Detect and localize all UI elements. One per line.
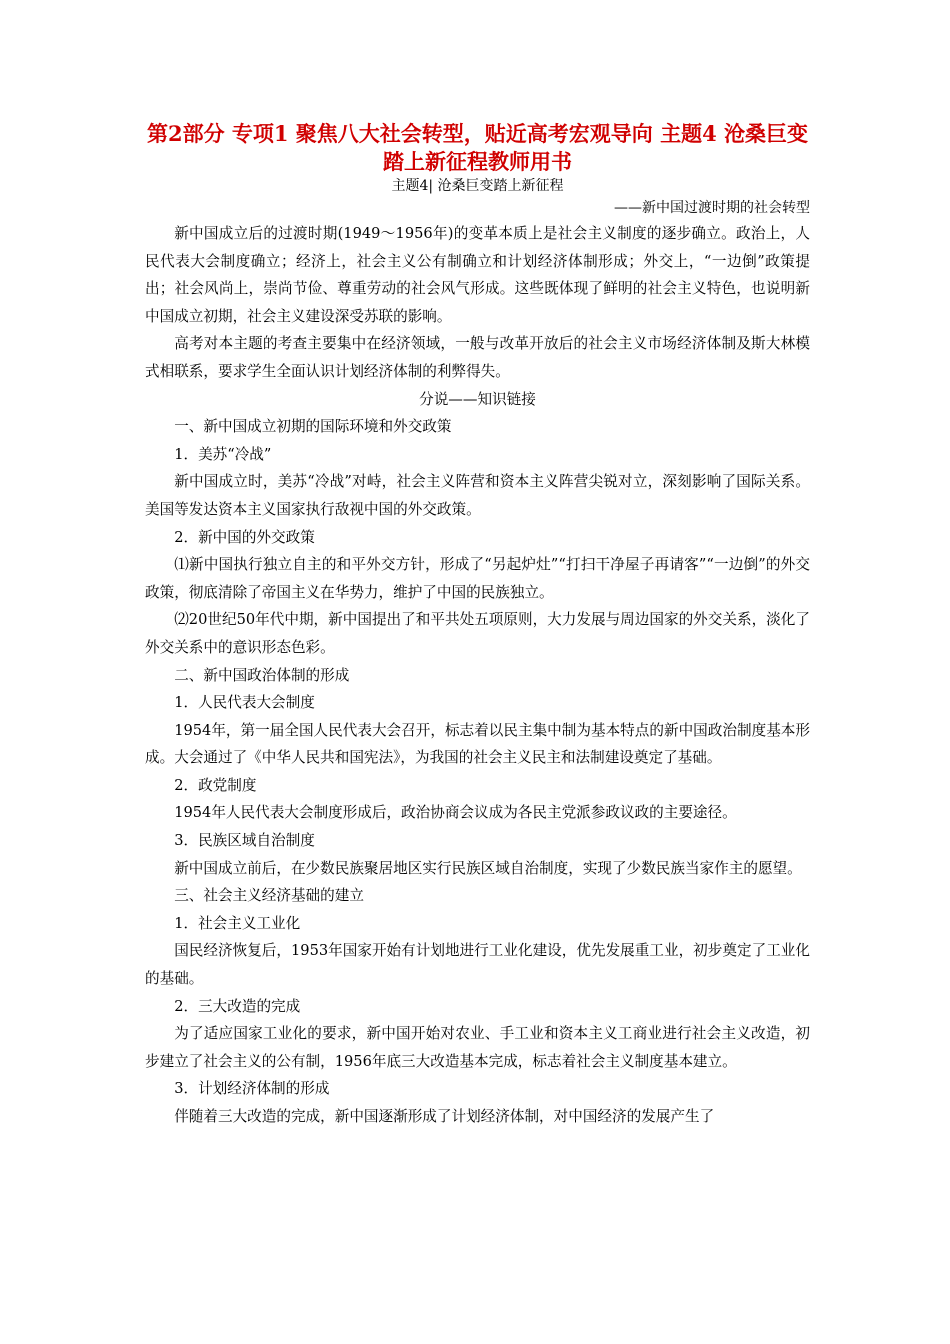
part3-sub1-text: 国民经济恢复后，1953年国家开始有计划地进行工业化建设，优先发展重工业，初步奠定了工业化的基础。 [145, 942, 810, 988]
part2-sub3-heading: 3．民族区域自治制度 [174, 832, 315, 850]
part3-sub3-text: 伴随着三大改造的完成，新中国逐渐形成了计划经济体制，对中国经济的发展产生了 [174, 1108, 715, 1125]
part1-heading: 一、新中国成立初期的国际环境和外交政策 [174, 418, 452, 436]
topic-line: 主题4| 沧桑巨变踏上新征程 [391, 178, 564, 194]
part3-sub2-heading: 2．三大改造的完成 [174, 997, 301, 1015]
part3-sub1-heading: 1．社会主义工业化 [174, 914, 301, 932]
document-page [145, 120, 810, 1131]
part1-sub2-text2: ⑵20世纪50年代中期，新中国提出了和平共处五项原则，大力发展与周边国家的外交关系，淡化了外交关系中的意识形态色彩。 [145, 611, 810, 656]
part3-heading: 三、社会主义经济基础的建立 [174, 887, 364, 905]
part2-heading: 二、新中国政治体制的形成 [174, 666, 350, 684]
epigraph: ——新中国过渡时期的社会转型 [614, 200, 810, 216]
part2-sub1-heading: 1．人民代表大会制度 [174, 694, 315, 712]
part1-sub2-text1: ⑴新中国执行独立自主的和平外交方针，形成了“另起炉灶”“打扫干净屋子再请客”“一边倒”的外交政策，彻底清除了帝国主义在华势力，维护了中国的民族独立。 [145, 556, 810, 601]
intro-paragraph-2: 高考对本主题的考查主要集中在经济领域，一般与改革开放后的社会主义市场经济体制及斯大林模式相联系，要求学生全面认识计划经济体制的利弊得失。 [145, 335, 810, 380]
part2-sub2-heading: 2．政党制度 [174, 776, 257, 794]
part1-sub1-heading: 1．美苏“冷战” [174, 445, 272, 463]
part3-sub2-text: 为了适应国家工业化的要求，新中国开始对农业、手工业和资本主义工商业进行社会主义改造，初步建立了社会主义的公有制，1956年底三大改造基本完成，标志着社会主义制度基本建立。 [145, 1025, 810, 1070]
document-title: 第2部分 专项1 聚焦八大社会转型，贴近高考宏观导向 主题4 沧桑巨变踏上新征程教师用书 [146, 121, 809, 174]
part2-sub1-text: 1954年，第一届全国人民代表大会召开，标志着以民主集中制为基本特点的新中国政治制度基本形成。大会通过了《中华人民共和国宪法》，为我国的社会主义民主和法制建设奠定了基础。 [145, 721, 810, 767]
part1-sub2-heading: 2．新中国的外交政策 [174, 528, 315, 546]
section-heading: 分说——知识链接 [419, 390, 536, 408]
part2-sub2-text: 1954年人民代表大会制度形成后，政治协商会议成为各民主党派参政议政的主要途径。 [174, 804, 737, 822]
part1-sub1-text: 新中国成立时，美苏“冷战”对峙，社会主义阵营和资本主义阵营尖锐对立，深刻影响了国际关系。美国等发达资本主义国家执行敌视中国的外交政策。 [145, 473, 810, 518]
part3-sub3-heading: 3．计划经济体制的形成 [174, 1080, 330, 1098]
intro-paragraph-1: 新中国成立后的过渡时期(1949～1956年)的变革本质上是社会主义制度的逐步确立。政治上，人民代表大会制度确立；经济上，社会主义公有制确立和计划经济体制形成；外交上，“一边倒”政策提出；社会风尚上，崇尚节俭、尊重劳动的社会风气形成。这些既体现了鲜明的社会主义特色，也说明新中国成立初期，社会主义建设深受苏联的影响。 [145, 225, 810, 325]
part2-sub3-text: 新中国成立前后，在少数民族聚居地区实行民族区域自治制度，实现了少数民族当家作主的愿望。 [174, 859, 802, 877]
